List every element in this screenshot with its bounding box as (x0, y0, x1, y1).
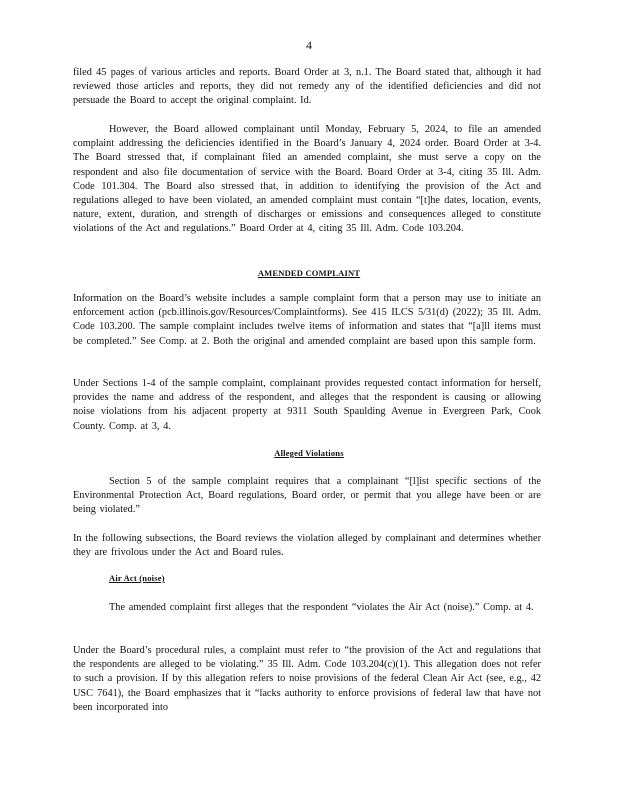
paragraph-amended-deadline: However, the Board allowed complainant until Monday, February 5, 2024, to file an amended complaint addressing the deficiencies identified in the Board’s January 4, 2024 order. Board Order at 3-4. The Board stressed that, if complainant filed an amended complaint, she must serve a copy on the respondent and also file documentation of service with the Board. Board Order at 3-4, citing 35 Ill. Adm. Code 101.304. The Board also stressed that, in addition to identifying the provision of the Act and regulations alleged to have been violated, an amended complaint must contain “[t]he dates, location, events, nature, extent, duration, and strength of discharges or emissions and consequences alleged to constitute violations of the Act and regulations.” Board Order at 4, citing 35 Ill. Adm. Code 103.204. (73, 124, 541, 235)
paragraph-air-act-allegation: The amended complaint first alleges that the respondent “violates the Air Act (noise).” Comp. at 4. (109, 602, 534, 613)
paragraph-following-subsections: In the following subsections, the Board reviews the violation alleged by complainant and determines whether they are frivolous under the Act and Board rules. (73, 533, 541, 559)
heading-amended-complaint: AMENDED COMPLAINT (257, 268, 361, 278)
paragraph-sample-complaint: Information on the Board’s website includes a sample complaint form that a person may use to initiate an enforcement action (pcb.illinois.gov/Resources/Complaintforms). See 415 ILCS 5/31(d) (2022); 35 Ill. Adm. Code 103.200. The sample complaint includes twelve items of information and states that “[a]ll items must be completed.” See Comp. at 2. Both the original and amended complaint are based upon this sample form. (73, 293, 541, 347)
paragraph-section-5: Section 5 of the sample complaint requires that a complainant “[l]ist specific sections of the Environmental Protection Act, Board regulations, Board order, or permit that you allege have been or are being violated.” (73, 476, 541, 516)
paragraph-filed-articles: filed 45 pages of various articles and reports. Board Order at 3, n.1. The Board stated that, although it had reviewed those articles and reports, they did not remedy any of the identified deficiencies and did not persuade the Board to accept the original complaint. Id. (73, 67, 541, 107)
page-number: 4 (306, 38, 312, 52)
heading-air-act-noise: Air Act (noise) (109, 573, 165, 583)
paragraph-sections-1-4: Under Sections 1-4 of the sample complaint, complainant provides requested contact information for herself, provides the name and address of the respondent, and alleges that the respondent is causing or allowing noise violations from his adjacent property at 9311 South Spaulding Avenue in Evergreen Park, Cook County. Comp. at 3, 4. (73, 378, 541, 432)
paragraph-procedural-rules: Under the Board’s procedural rules, a complaint must refer to “the provision of the Act and regulations that the respondents are alleged to be violating.” 35 Ill. Adm. Code 103.204(c)(1). This allegation does not refer to such a provision. If by this allegation refers to noise provisions of the federal Clean Air Act (see, e.g., 42 USC 7641), the Board emphasizes that it “lacks authority to enforce provisions of federal law that have not been incorporated into (73, 645, 541, 713)
heading-alleged-violations: Alleged Violations (274, 448, 344, 458)
